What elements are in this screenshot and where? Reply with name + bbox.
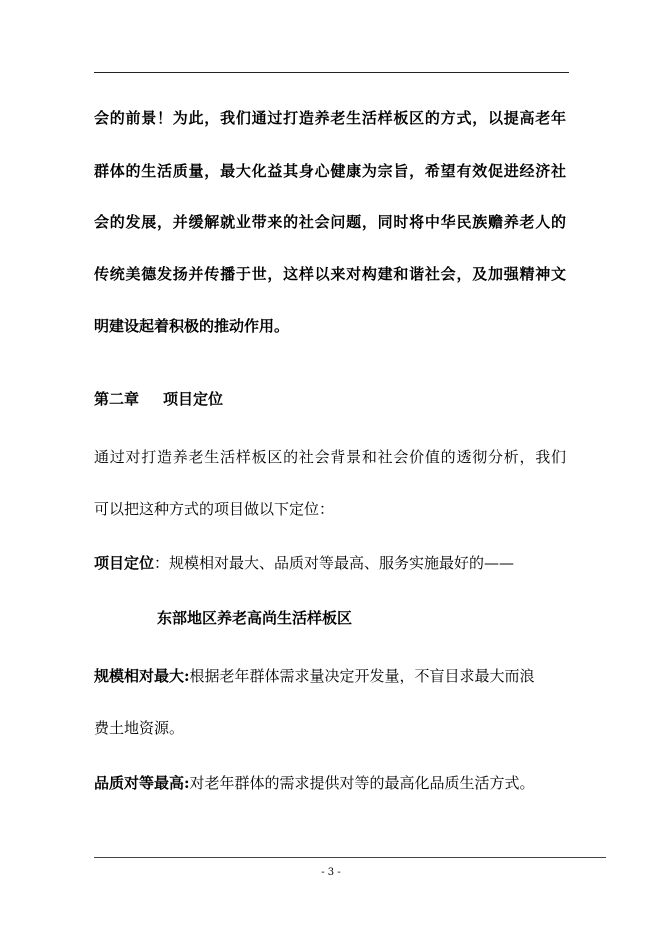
paragraph-1-line-4: 传统美德发扬并传播于世，这样以来对构建和谐社会，及加强精神文 bbox=[94, 265, 566, 283]
scale-label: 规模相对最大: bbox=[94, 667, 190, 685]
quality-label: 品质对等最高: bbox=[94, 774, 190, 792]
scale-text: 根据老年群体需求量决定开发量，不盲目求最大而浪 bbox=[189, 667, 535, 685]
page-number: - 3 - bbox=[321, 867, 341, 878]
scale-line-2: 费土地资源。 bbox=[94, 719, 185, 737]
quality-text: 对老年群体的需求提供对等的最高化品质生活方式。 bbox=[189, 774, 535, 792]
chapter-heading bbox=[94, 388, 223, 410]
header-rule bbox=[94, 72, 569, 73]
scale-line-1 bbox=[94, 665, 535, 687]
quality-line bbox=[94, 772, 535, 794]
paragraph-1-line-3: 会的发展，并缓解就业带来的社会问题，同时将中华民族赡养老人的 bbox=[94, 213, 566, 231]
positioning-subtitle: 东部地区养老高尚生活样板区 bbox=[157, 609, 353, 627]
chapter-number: 第二章 bbox=[94, 390, 140, 408]
paragraph-1-line-5: 明建设起着积极的推动作用。 bbox=[94, 317, 290, 335]
paragraph-1-line-1: 会的前景！为此，我们通过打造养老生活样板区的方式，以提高老年 bbox=[94, 109, 566, 127]
positioning-line bbox=[94, 552, 514, 574]
footer-rule bbox=[94, 857, 606, 858]
positioning-text: ：规模相对最大、品质对等最高、服务实施最好的—— bbox=[154, 554, 515, 572]
chapter-title: 项目定位 bbox=[163, 390, 224, 408]
paragraph-2-line-1: 通过对打造养老生活样板区的社会背景和社会价值的透彻分析，我们 bbox=[94, 448, 566, 466]
positioning-label: 项目定位 bbox=[94, 554, 155, 572]
paragraph-2-line-2: 可以把这种方式的项目做以下定位： bbox=[94, 500, 335, 518]
paragraph-1-line-2: 群体的生活质量，最大化益其身心健康为宗旨，希望有效促进经济社 bbox=[94, 162, 566, 180]
